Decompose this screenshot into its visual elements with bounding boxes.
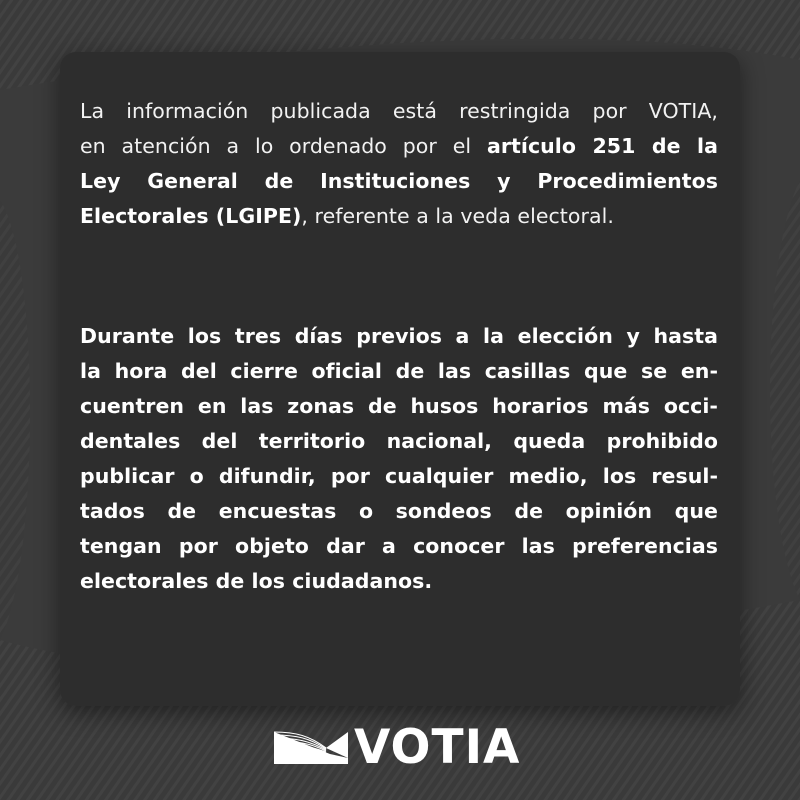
notice-line: electorales de los ciudadanos. xyxy=(80,569,433,593)
notice-paragraph-2 xyxy=(80,319,718,599)
notice-line: La información publicada está restringida por VOTIA, xyxy=(80,99,718,123)
notice-line: publicar o difundir, por cualquier medio, los resul- xyxy=(80,464,718,488)
notice-line: Ley General de Instituciones y Procedimientos xyxy=(80,169,718,193)
notice-paragraph-1 xyxy=(80,94,718,234)
notice-line: la hora del cierre oficial de las casillas que se en- xyxy=(80,359,718,383)
notice-line: dentales del territorio nacional, queda prohibido xyxy=(80,429,718,453)
notice-line: tados de encuestas o sondeos de opinión que xyxy=(80,499,718,523)
brand-name: VOTIA xyxy=(354,720,521,775)
notice-line: cuentren en las zonas de husos horarios más occi- xyxy=(80,394,718,418)
votia-flag-icon xyxy=(270,728,350,768)
notice-line: tengan por objeto dar a conocer las preferencias xyxy=(80,534,718,558)
notice-card xyxy=(60,52,740,706)
votia-logo xyxy=(270,720,532,775)
notice-line: Durante los tres días previos a la elección y hasta xyxy=(80,324,718,348)
notice-line: en atención a lo ordenado por el artículo 251 de la xyxy=(80,134,718,158)
notice-line: Electorales (LGIPE), referente a la veda electoral. xyxy=(80,204,614,228)
